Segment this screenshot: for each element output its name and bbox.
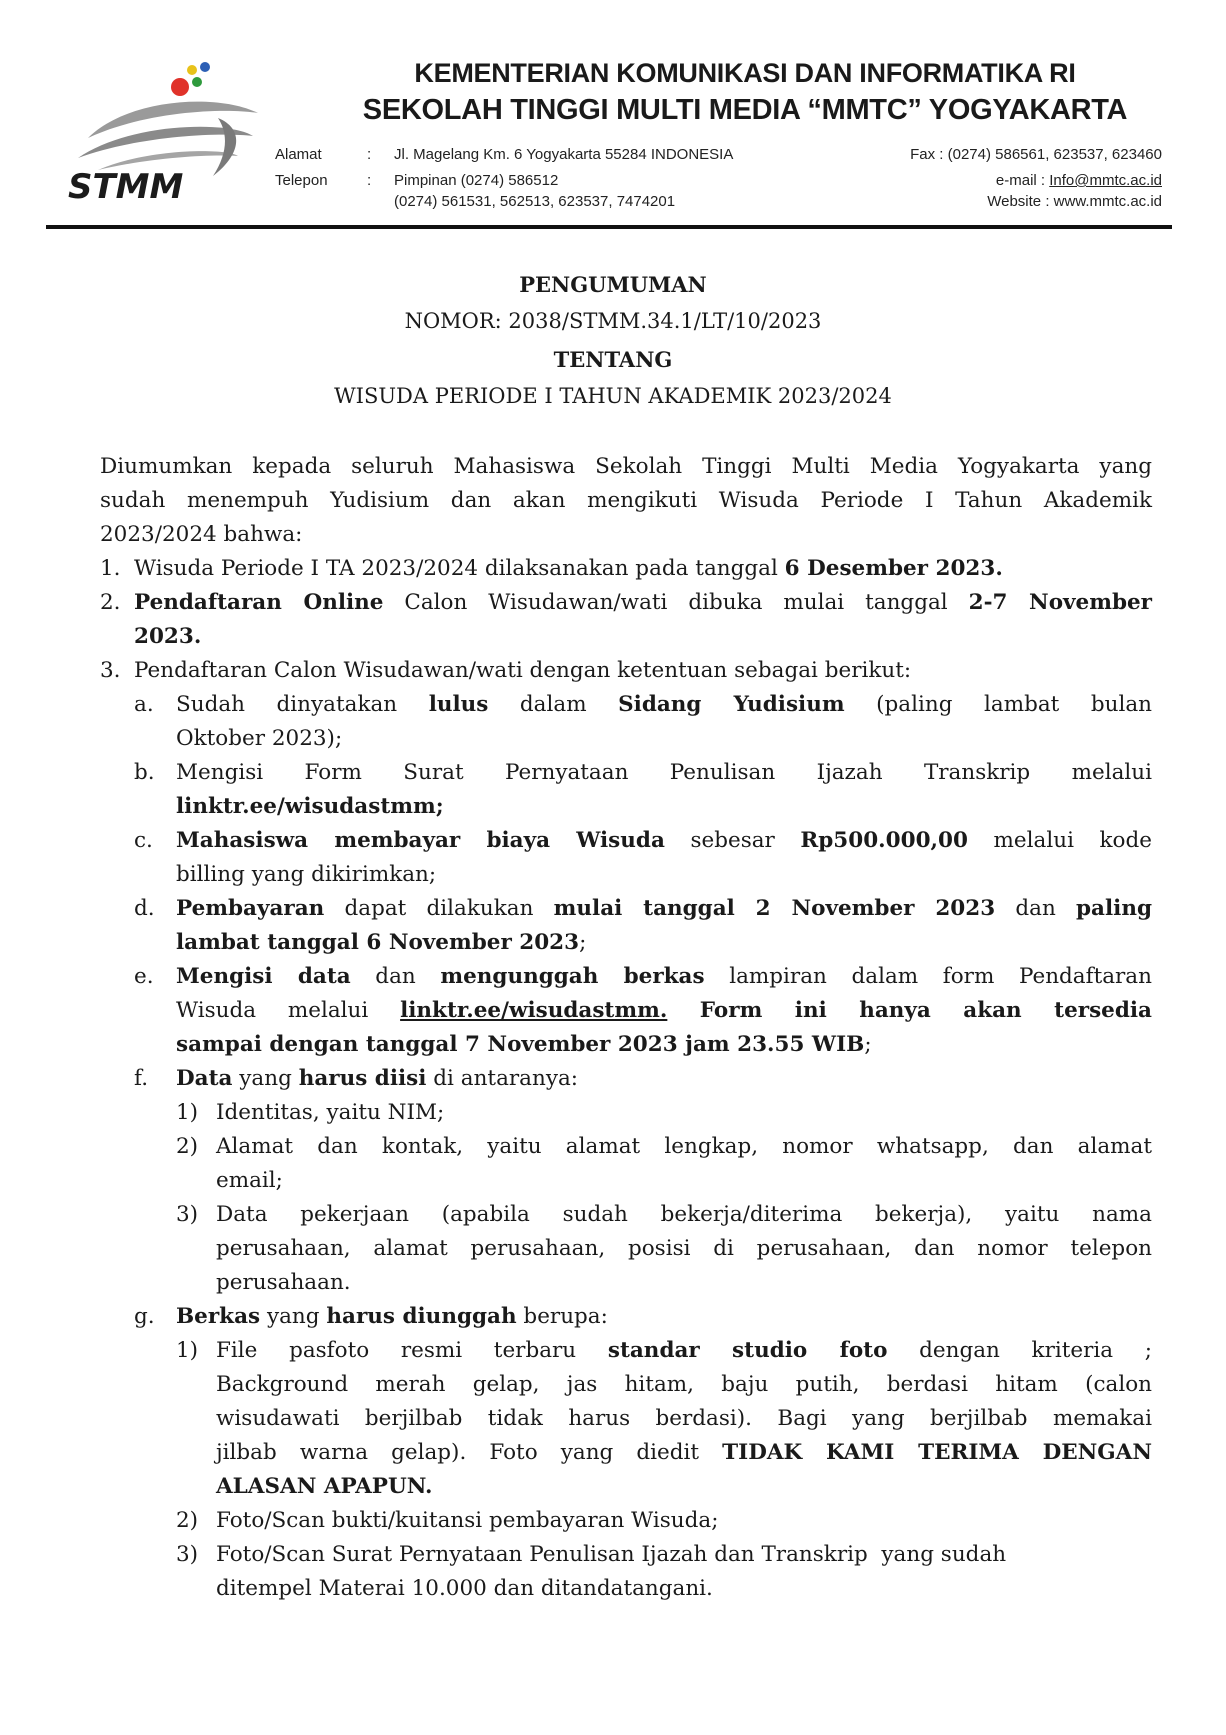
sub-f3-line-1: Data pekerjaan (apabila sudah bekerja/diterima bekerja), yaitu nama: [216, 1202, 1152, 1227]
sub-e-t9: ;: [864, 1032, 872, 1057]
sub-e-t3: mengunggah berkas: [440, 964, 705, 989]
website-line: Website : www.mmtc.ac.id: [987, 193, 1162, 210]
item-3-text: Pendaftaran Calon Wisudawan/wati dengan ketentuan sebagai berikut:: [134, 658, 912, 683]
sub-g2-mark: 2): [176, 1508, 199, 1533]
sub-f3-line-2: perusahaan, alamat perusahaan, posisi di perusahaan, dan nomor telepon: [216, 1236, 1152, 1261]
stmm-logo: [68, 58, 268, 208]
sub-g1-t1a: File pasfoto resmi terbaru: [216, 1338, 608, 1363]
address-value: Jl. Magelang Km. 6 Yogyakarta 55284 INDONESIA: [394, 146, 734, 163]
sub-e-t7: Form ini hanya akan tersedia: [667, 998, 1152, 1023]
address-label: Alamat: [275, 146, 322, 163]
sub-g-t4: berupa:: [516, 1304, 608, 1329]
sub-e-t4: lampiran dalam form Pendaftaran: [704, 964, 1152, 989]
item-2-line-2: [134, 620, 201, 654]
sub-d-t3: mulai tanggal 2 November 2023: [553, 896, 996, 921]
sub-e-line-3: [176, 1028, 872, 1062]
phone-label: Telepon: [275, 172, 328, 189]
sub-d-mark: d.: [134, 896, 155, 921]
item-2-line-1: [134, 586, 1152, 620]
item-1-date: 6 Desember 2023: [784, 556, 996, 581]
sub-f-t3: harus diisi: [298, 1066, 427, 1091]
sub-g1-mark: 1): [176, 1338, 199, 1363]
sub-f2-mark: 2): [176, 1134, 199, 1159]
sub-e-line-2: [176, 994, 1152, 1028]
item-1-text: [134, 552, 1152, 586]
announcement-number: NOMOR: 2038/STMM.34.1/LT/10/2023: [404, 309, 822, 333]
phone-colon: :: [367, 172, 372, 189]
letterhead-divider: [46, 225, 1172, 229]
logo-wordmark: STMM: [68, 167, 184, 207]
sub-f2-line-2: email;: [216, 1168, 283, 1193]
sub-a-t3: dalam: [488, 692, 619, 717]
email-line: [996, 172, 1162, 189]
sub-b-line-1: Mengisi Form Surat Pernyataan Penulisan Ijazah Transkrip melalui: [176, 760, 1152, 785]
sub-g-mark: g.: [134, 1304, 155, 1329]
item-2-date: 2-7 November: [968, 590, 1152, 615]
sub-g-t1: Berkas: [176, 1304, 261, 1329]
item-2-number: 2.: [100, 590, 121, 615]
sub-e-t2: dan: [350, 964, 441, 989]
sub-g1-t4a: jilbab warna gelap). Foto yang diedit: [216, 1440, 723, 1465]
sub-b-mark: b.: [134, 760, 155, 785]
intro-line-1: Diumumkan kepada seluruh Mahasiswa Sekolah Tinggi Multi Media Yogyakarta yang: [100, 454, 1152, 479]
sub-d-t6: lambat tanggal 6 November 2023: [176, 930, 580, 955]
sub-a-t2: lulus: [428, 692, 489, 717]
announcement-subject: WISUDA PERIODE I TAHUN AKADEMIK 2023/2024: [334, 384, 892, 408]
sub-a-t5: (paling lambat bulan: [844, 692, 1152, 717]
sub-a-line-2: Oktober 2023);: [176, 726, 343, 751]
sub-c-t4: melalui kode: [967, 828, 1152, 853]
sub-g-t2: yang: [260, 1304, 327, 1329]
sub-e-t8: sampai dengan tanggal 7 November 2023 jam 23.55 WIB: [176, 1032, 865, 1057]
sub-g1-line-3: wisudawati berjilbab tidak harus berdasi). Bagi yang berjilbab memakai: [216, 1406, 1152, 1431]
sub-g1-line-4: [216, 1436, 1152, 1470]
sub-f3-line-3: perusahaan.: [216, 1270, 351, 1295]
sub-f-t2: yang: [232, 1066, 299, 1091]
sub-e-t1: Mengisi data: [176, 964, 351, 989]
announcement-title: PENGUMUMAN: [519, 272, 707, 297]
item-2-online: Pendaftaran Online: [134, 590, 384, 615]
sub-g1-line-5: [216, 1470, 432, 1504]
sub-c-line-1: [176, 824, 1152, 858]
sub-d-t2: dapat dilakukan: [324, 896, 554, 921]
intro-line-3: 2023/2024 bahwa:: [100, 522, 303, 547]
sub-f1-text: Identitas, yaitu NIM;: [216, 1100, 445, 1125]
sub-g1-t4b: TIDAK KAMI TERIMA DENGAN: [722, 1440, 1152, 1465]
sub-g1-line-1: [216, 1334, 1152, 1368]
sub-a-line-1: [176, 688, 1152, 722]
sub-d-line-2: [176, 926, 586, 960]
sub-d-t5: paling: [1076, 896, 1152, 921]
sub-f-mark: f.: [134, 1066, 149, 1091]
phone-value-2: (0274) 561531, 562513, 623537, 7474201: [394, 193, 676, 210]
item-1-number: 1.: [100, 556, 121, 581]
sub-a-t4: Sidang Yudisium: [618, 692, 845, 717]
sub-g1-t1c: dengan kriteria ;: [887, 1338, 1152, 1363]
item-2-year: 2023: [134, 624, 194, 649]
sub-d-t7: ;: [579, 930, 587, 955]
sub-f1-mark: 1): [176, 1100, 199, 1125]
email-label: e-mail :: [995, 172, 1050, 189]
item-3-number: 3.: [100, 658, 121, 683]
sub-f2-line-1: Alamat dan kontak, yaitu alamat lengkap, nomor whatsapp, dan alamat: [216, 1134, 1152, 1159]
sub-e-line-1: [176, 960, 1152, 994]
sub-g-t3: harus diunggah: [326, 1304, 517, 1329]
sub-a-t1: Sudah dinyatakan: [176, 692, 429, 717]
sub-g3-mark: 3): [176, 1542, 199, 1567]
sub-a-mark: a.: [134, 692, 154, 717]
sub-c-mark: c.: [134, 828, 153, 853]
sub-g1-t5: ALASAN APAPUN.: [216, 1474, 433, 1499]
stmm-logo-graphic: [68, 58, 268, 208]
item-1-period: .: [995, 556, 1003, 581]
sub-e-link[interactable]: linktr.ee/wisudastmm.: [400, 998, 668, 1023]
sub-d-t4: dan: [995, 896, 1077, 921]
sub-e-t5: Wisuda melalui: [176, 998, 401, 1023]
announcement-about: TENTANG: [553, 347, 673, 372]
item-2-text: Calon Wisudawan/wati dibuka mulai tanggal: [383, 590, 969, 615]
sub-d-line-1: [176, 892, 1152, 926]
phone-value-1: Pimpinan (0274) 586512: [394, 172, 559, 189]
sub-g2-text: Foto/Scan bukti/kuitansi pembayaran Wisuda;: [216, 1508, 719, 1533]
sub-c-line-2: billing yang dikirimkan;: [176, 862, 437, 887]
sub-c-t2: sebesar: [664, 828, 801, 853]
item-1-text-a: Wisuda Periode I TA 2023/2024 dilaksanakan pada tanggal: [134, 556, 785, 581]
sub-g3-line-1: Foto/Scan Surat Pernyataan Penulisan Ijazah dan Transkrip yang sudah: [216, 1542, 1007, 1567]
sub-c-amount: Rp500.000,00: [800, 828, 968, 853]
sub-f-t4: di antaranya:: [426, 1066, 579, 1091]
fax-number: Fax : (0274) 586561, 623537, 623460: [910, 146, 1162, 163]
sub-g1-line-2: Background merah gelap, jas hitam, baju putih, berdasi hitam (calon: [216, 1372, 1152, 1397]
item-2-period: .: [193, 624, 202, 649]
institution-name: SEKOLAH TINGGI MULTI MEDIA “MMTC” YOGYAKARTA: [362, 94, 1128, 126]
address-colon: :: [367, 146, 372, 163]
intro-line-2: sudah menempuh Yudisium dan akan mengikuti Wisuda Periode I Tahun Akademik: [100, 488, 1152, 513]
sub-b-link: [176, 790, 444, 824]
sub-g3-line-2: ditempel Materai 10.000 dan ditandatangani.: [216, 1576, 713, 1601]
sub-b-link-text[interactable]: linktr.ee/wisudastmm;: [176, 794, 444, 819]
sub-f-t1: Data: [176, 1066, 233, 1091]
sub-f-line: [176, 1062, 578, 1096]
ministry-name: KEMENTERIAN KOMUNIKASI DAN INFORMATIKA RI: [414, 58, 1076, 88]
sub-g-line: [176, 1300, 608, 1334]
sub-e-mark: e.: [134, 964, 154, 989]
sub-d-t1: Pembayaran: [176, 896, 325, 921]
email-link[interactable]: Info@mmtc.ac.id: [1049, 172, 1162, 189]
sub-c-t1: Mahasiswa membayar biaya Wisuda: [176, 828, 665, 853]
sub-f3-mark: 3): [176, 1202, 199, 1227]
sub-g1-t1b: standar studio foto: [607, 1338, 888, 1363]
